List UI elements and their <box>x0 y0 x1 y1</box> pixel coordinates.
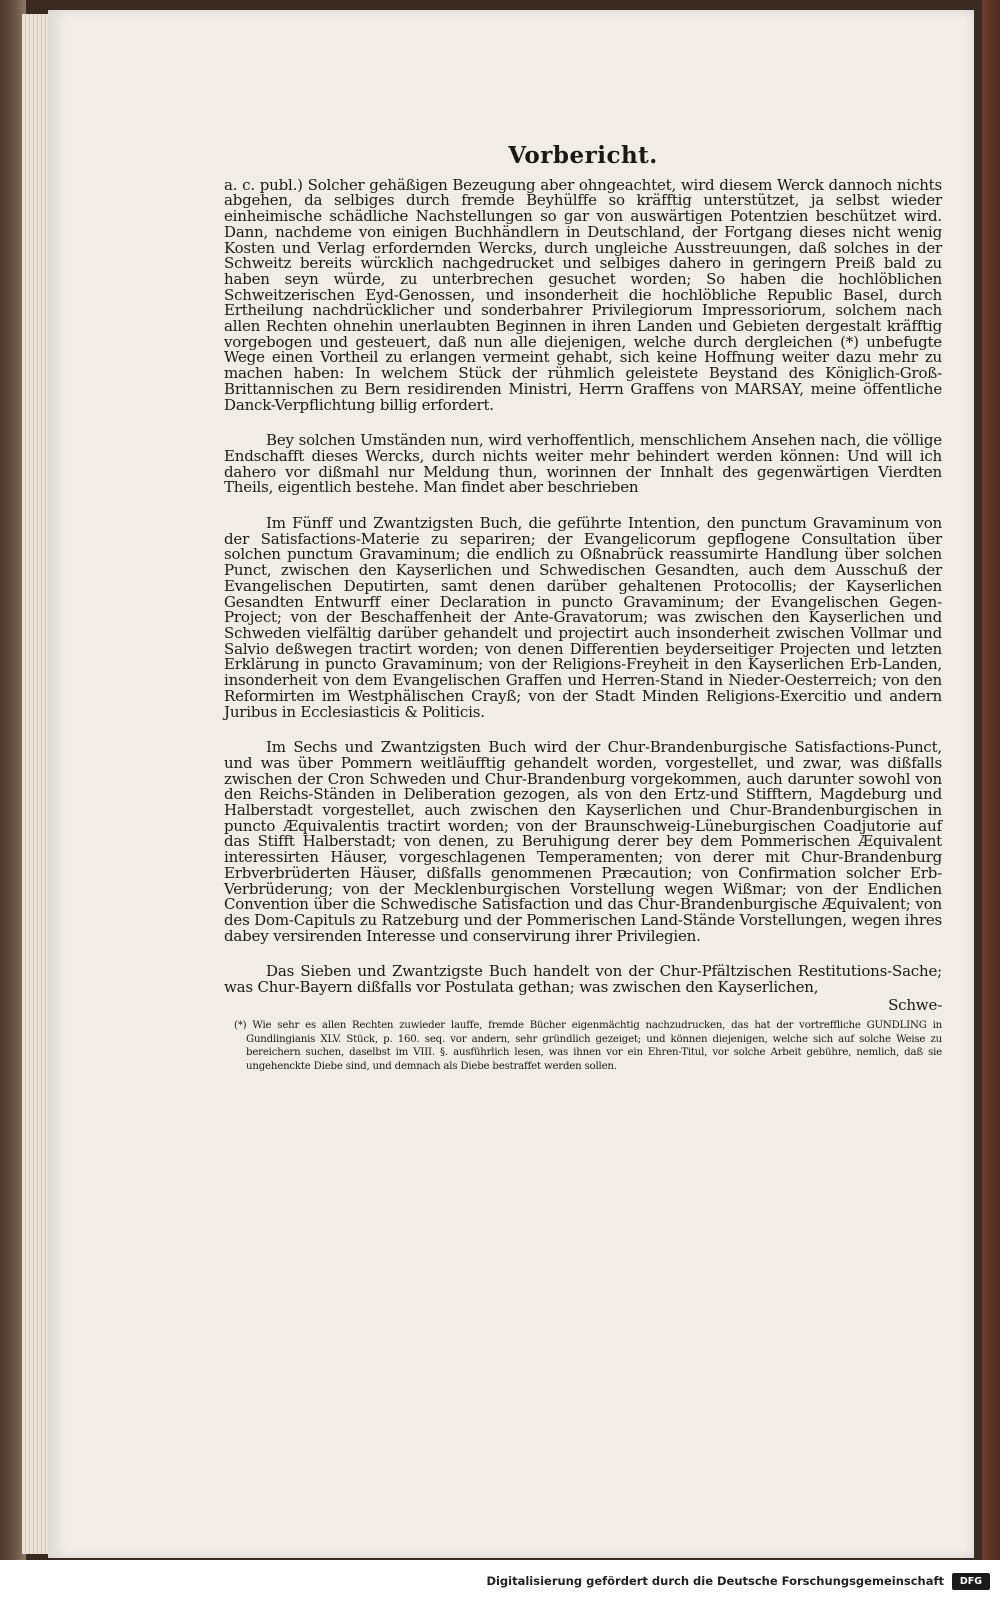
paragraph-5: Das Sieben und Zwantzigste Buch handelt von der Chur-Pfältzischen Restitutions-Sache; was Chur-Bayern dißfalls vor Postulata gethan; was zwischen den Kayserlichen, <box>224 962 942 997</box>
footnote: (*) Wie sehr es allen Rechten zuwieder lauffe, fremde Bücher eigenmächtig nachzudrucken, das hat der vortreffliche GUNDLING in Gundlingianis XLV. Stück, p. 160. seq. vor andern, sehr gründlich gezeiget; und können diejenigen, welche sich auf solche Weise zu bereichern suchen, daselbst im VIII. §. ausführlich lesen, was ihnen vor ein Ehren-Titul, vor solche Arbeit gebühre, nemlich, daß sie ungehenckte Diebe sind, und demnach als Diebe bestraffet werden sollen. <box>234 1020 942 1072</box>
dfg-logo: DFG <box>952 1573 990 1590</box>
page-text-area <box>224 142 942 1073</box>
footer-credit: Digitalisierung gefördert durch die Deutsche Forschungsgemeinschaft <box>486 1574 944 1588</box>
paragraph-2: Bey solchen Umständen nun, wird verhoffentlich, menschlichem Ansehen nach, die völlige Endschafft dieses Wercks, durch nichts weiter mehr behindert werden können: Und will ich dahero vor dißmahl nur Meldung thun, worinnen der Innhalt des gegenwärtigen Vierdten Theils, eigentlich bestehe. Man findet aber beschrieben <box>224 431 942 497</box>
book-cover-edge <box>982 0 1000 1560</box>
paragraph-1: a. c. publ.) Solcher gehäßigen Bezeugung aber ohngeachtet, wird diesem Werck dannoch nichts abgehen, da selbiges durch fremde Beyhülffe so kräfftig unterstützet, ja selbst wieder einheimische schädliche Nachstellungen so gar von auswärtigen Potentzien beschützet wird. Dann, nachdeme von einigen Buchhändlern in Deutschland, der Fortgang dieses nicht wenig Kosten und Verlag erfordernden Wercks, durch ungleiche Ausstreuungen, daß solches in der Schweitz bereits würcklich nachgedrucket und selbiges dahero in geringern Preiß bald zu haben seyn würde, zu unterbrechen gesuchet worden; So haben die hochlöblichen Schweitzerischen Eyd-Genossen, und insonderheit die hochlöbliche Republic Basel, durch Ertheilung nachdrücklicher und sonderbahrer Privilegiorum Impressoriorum, solchem nach allen Rechten ohnehin unerlaubten Beginnen in ihren Landen und Gebieten dergestalt kräfftig vorgebogen und gesteuert, daß nun alle diejenigen, welche durch dergleichen (*) unbefugte Wege einen Vortheil zu erlangen vermeint gehabt, sich keine Hoffnung weiter dazu mehr zu machen haben: In welchem Stück der rühmlich geleistete Beystand des Königlich-Groß-Brittannischen zu Bern residirenden Ministri, Herrn Graffens von MARSAY, meine öffentliche Danck-Verpflichtung billig erfordert. <box>224 175 942 414</box>
catchword: Schwe- <box>888 995 942 1014</box>
page-heading: Vorbericht. <box>508 142 658 169</box>
paragraph-4: Im Sechs und Zwantzigsten Buch wird der Chur-Brandenburgische Satisfactions-Punct, und was über Pommern weitläufftig gehandelt worden, vorgestellet, und zwar, was dißfalls zwischen der Cron Schweden und Chur-Brandenburg vorgekommen, auch darunter sowohl von den Reichs-Ständen in Deliberation gezogen, als von den Ertz-und Stifftern, Magdeburg und Halberstadt vorgestellet, auch zwischen den Kayserlichen und Chur-Brandenburgischen in puncto Æquivalentis tractirt worden; von der Braunschweig-Lüneburgischen Coadjutorie auf das Stifft Halberstadt; von denen, zu Beruhigung derer bey dem Pommerischen Æquivalent interessirten Häuser, vorgeschlagenen Temperamenten; von derer mit Chur-Brandenburg Erbverbrüderten Häuser, dißfalls genommenen Præcaution; von Confirmation solcher Erb-Verbrüderung; von der Mecklenburgischen Vorstellung wegen Wißmar; von der Endlichen Convention über die Schwedische Satisfaction und das Chur-Brandenburgische Æquivalent; von des Dom-Capituls zu Ratzeburg und der Pommerischen Land-Stände Vorstellungen, wegen ihres dabey versirenden Interesse und conservirung ihrer Privilegien. <box>224 738 942 945</box>
footer-bar <box>0 1560 1000 1599</box>
paragraph-3: Im Fünff und Zwantzigsten Buch, die geführte Intention, den punctum Gravaminum von der Satisfactions-Materie zu separiren; der Evangelicorum gepflogene Consultation über solchen punctum Gravaminum; die endlich zu Oßnabrück reassumirte Handlung über solchen Punct, zwischen den Kayserlichen und Schwedischen Gesandten, auch dem Ausschuß der Evangelischen Deputirten, samt denen darüber gehaltenen Protocollis; der Kayserlichen Gesandten Entwurff einer Declaration in puncto Gravaminum; der Evangelischen Gegen-Project; von der Beschaffenheit der Ante-Gravatorum; was zwischen den Kayserlichen und Schweden vielfältig darüber gehandelt und projectirt auch insonderheit zwischen Vollmar und Salvio deßwegen tractirt worden; von denen Differentien beyderseitiger Projecten und letzten Erklärung in puncto Gravaminum; von der Religions-Freyheit in den Kayserlichen Erb-Landen, insonderheit von dem Evangelischen Graffen und Herren-Stand in Nieder-Oesterreich; von den Reformirten im Westphälischen Crayß; von der Stadt Minden Religions-Exercitio und andern Juribus in Ecclesiasticis & Politicis. <box>224 514 942 721</box>
